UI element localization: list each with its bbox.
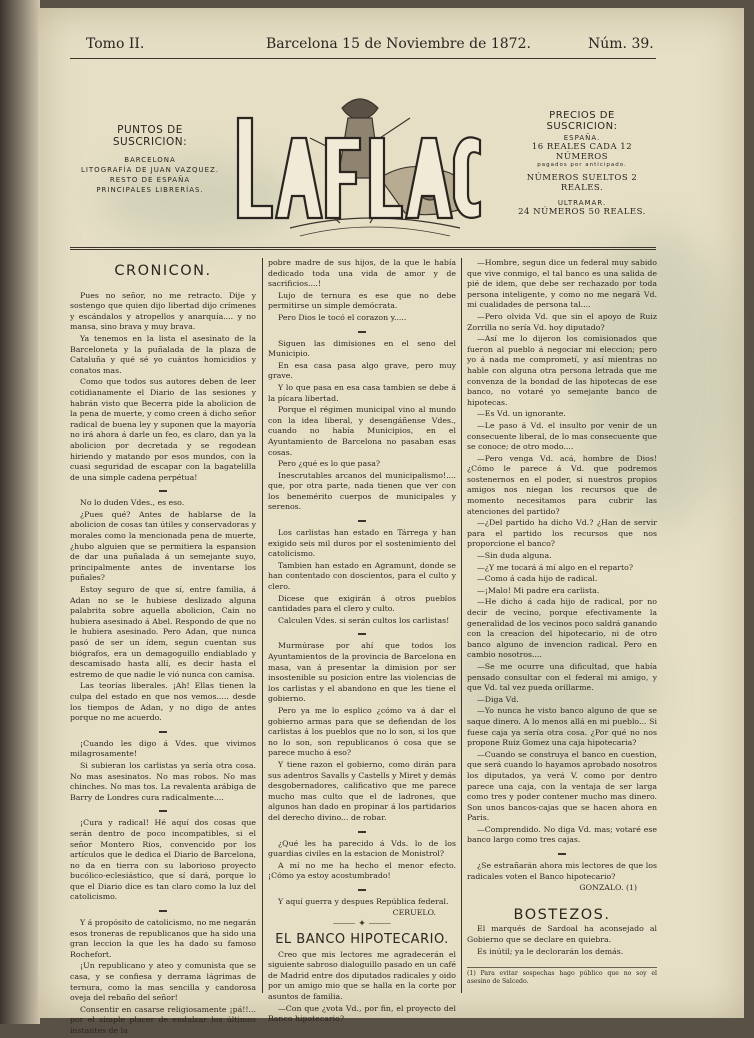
paragraph: —Es Vd. un ignorante. xyxy=(477,409,566,419)
paragraph: Las teorías liberales. ¡Ah! Ellas tienen la culpa del estado en que nos vemos..... desde los tiempos de Adan, y no digo de antes porque no me acuerdo. xyxy=(70,681,256,723)
column-cronicon xyxy=(70,258,256,1038)
book-binding xyxy=(0,0,40,1024)
paragraph: Y lo que pasa en esa casa tambien se debe á la pícara libertad. xyxy=(268,382,456,403)
paragraph: —Sin duda alguna. xyxy=(477,551,552,561)
author-signature: GONZALO. (1) xyxy=(579,883,637,893)
paragraph: Ya tenemos en la lista el asesinato de la Barceloneta y la puñalada de la plaza de Cataluña y qué sé yo cuántos homicidios y conatos mas. xyxy=(70,333,256,375)
paragraph: —Pero venga Vd. acá, hombre de Dios! ¿Cómo le parece á Vd. que podremos sostenernos en el poder, si nuestros propios amigos nos niegan los recursos que de momento necesitamos para cubrir las atenciones del partido? xyxy=(467,453,657,516)
prices-spain-rate: 16 REALES CADA 12 NÚMEROS xyxy=(531,142,633,162)
column-separator xyxy=(262,258,263,993)
la-flaca-masthead-logo xyxy=(230,78,500,240)
paragraph: Porque el régimen municipal vino al mundo con la idea liberal, y desengáñense Vdes., cuando no había Municipios, en el Ayuntamiento de Barcelona no pasaban esas cosas. xyxy=(268,405,456,457)
subscription-points-heading: PUNTOS DE SUSCRICION: xyxy=(112,124,188,148)
paragraph: Creo que mis lectores me agradecerán el siguiente sabroso dialoguillo pasado en un café de Madrid entre dos diputados radicales y oido por un amigo mio que se halla en la corte por asuntos de familia. xyxy=(268,949,456,1002)
paragraph: Y tiene razon el gobierno, como dirán para sus adentros Savalls y Castells y Miret y demás desgobernadores, calificativo que me parece mucho mas culto que el de ladrones, que algunos han dado en propinar á los partidarios del derecho divino... de robar. xyxy=(268,759,456,822)
paragraph: —¿Y me tocará á mí algo en el reparto? xyxy=(477,562,633,572)
ornament-divider: ⸻ ✦ ⸻ xyxy=(332,919,392,930)
banco-hipotecario-title: EL BANCO HIPOTECARIO. xyxy=(275,932,449,948)
paragraph: pobre madre de sus hijos, de la que le había dedicado toda una vida de amor y de sacrificios....! xyxy=(268,258,456,289)
paragraph: Pero ¿qué es lo que pasa? xyxy=(278,459,381,469)
paragraph: ¿Pues qué? Antes de hablarse de la abolicion de cosas tan útiles y conservadoras y morales como la mencionada pena de muerte, ¿hubo alguien que se permitiera la espansion de dar una puñalada á un semejante suyo, principalmente antes de inventarse los puñales? xyxy=(70,509,256,583)
paragraph: —Pero olvida Vd. que sin el apoyo de Ruiz Zorrilla no sería Vd. hoy diputado? xyxy=(467,311,657,332)
paragraph: Los carlistas han estado en Tárrega y han exigido seis mil duros por el sostenimiento del catolicismo. xyxy=(268,528,456,559)
paragraph: —Como á cada hijo de radical. xyxy=(477,574,598,584)
paragraph: Pero Dios le tocó el corazon y..... xyxy=(278,312,407,322)
column-right xyxy=(467,258,657,986)
paragraph: Y aquí guerra y despues República federal. xyxy=(278,896,449,906)
paragraph: Si subieran los carlistas ya sería otra cosa. No mas asesinatos. No mas robos. No mas chinches. No mas tos. La revalenta arábiga de Barry de Londres cura radicalmente.... xyxy=(70,760,256,802)
dateline: Barcelona 15 de Noviembre de 1872. xyxy=(266,36,531,52)
masthead-rule xyxy=(70,247,656,250)
paragraph: Dicese que exigirán á otros pueblos cantidades para el clero y culto. xyxy=(268,593,456,614)
paragraph: Lujo de ternura es ese que no debe permitirse un simple demócrata. xyxy=(268,290,456,311)
subscription-bookshops: PRINCIPALES LIBRERÍAS. xyxy=(96,186,204,194)
paragraph: Tambien han estado en Agramunt, donde se han contentado con doscientos, para el culto y clero. xyxy=(268,560,456,592)
prices-spain: ESPAÑA. xyxy=(563,134,601,142)
paragraph: Siguen las dimisiones en el seno del Municipio. xyxy=(268,338,456,359)
subscription-city: BARCELONA xyxy=(124,156,176,164)
prices-overseas-rate: 24 NÚMEROS 50 REALES. xyxy=(518,207,646,217)
paragraph: No lo duden Vdes., es eso. xyxy=(80,498,185,508)
paragraph: ¿Se estrañarán ahora mis lectores de que los radicales voten el Banco hipotecario? xyxy=(467,861,657,881)
paragraph: —Cuando se construya el banco en cuestion, que será cuando lo hayamos aprobado nosotros los diputados, ya verá V. como por dentro parece una caja, con la ventaja de ser larga como tres y poder contener mucho mas dinero. Son unos bancos-cajas que se hacen ahora en Paris. xyxy=(467,749,657,823)
prices-overseas: ULTRAMAR. xyxy=(557,199,607,207)
author-signature: CERUELO. xyxy=(392,908,436,918)
cronicon-title: CRONICON. xyxy=(114,263,212,279)
paragraph: Es inútil; ya le declorarán los demás. xyxy=(477,946,624,956)
paragraph: Calculen Vdes. si serán cultos los carlistas! xyxy=(278,615,450,625)
paragraph: En esa casa pasa algo grave, pero muy grave. xyxy=(268,360,456,381)
paragraph: —Comprendido. No diga Vd. mas; votaré ese banco largo como tres cajas. xyxy=(467,824,657,845)
paragraph: —¡Malo! Mi padre era carlista. xyxy=(477,585,600,595)
volume-label: Tomo II. xyxy=(86,36,145,52)
subscription-prices-heading: PRECIOS DE SUSCRICION: xyxy=(546,110,618,132)
paragraph: A mí no me ha hecho el menor efecto. ¡Cómo ya estoy acostumbrado! xyxy=(268,860,456,881)
paragraph: —He dicho á cada hijo de radical, por no decir de vecino, porque efectivamente la generalidad de los vecinos poco saldrá ganando con la creacion del hipotecario, ni de otro banco alguno de invencion radical. Pero en cambio nosotros.... xyxy=(467,597,657,660)
prices-advance-note: pagados por anticipado. xyxy=(537,162,627,168)
subscription-prices xyxy=(512,110,652,217)
paragraph: Pues no señor, no me retracto. Dije y sostengo que quien dijo libertad dijo crímenes y escándalos y atropellos y anarquía.... y no mansa, sino brava y muy brava. xyxy=(70,290,256,332)
paragraph: —Diga Vd. xyxy=(477,694,519,704)
paragraph: —¿Del partido ha dicho Vd.? ¿Han de servir para el partido los recursos que nos proporcione el banco? xyxy=(467,518,657,549)
paragraph: —Con que ¿vota Vd., por fin, el proyecto del Banco hipotecario? xyxy=(268,1003,456,1024)
subscription-printer: LITOGRAFÍA DE JUAN VAZQUEZ. xyxy=(80,166,220,174)
paragraph: ¡Cuando les digo á Vdes. que vivimos milagrosamente! xyxy=(70,738,256,759)
paragraph: —Hombre, segun dice un federal muy sabido que vive conmigo, el tal banco es una salida de pié de idem, que debe ser rechazado por toda persona inteligente, y como no me negará Vd. mi cualidades de persona tal.... xyxy=(467,258,657,310)
bostezos-title: BOSTEZOS. xyxy=(513,906,611,923)
paragraph: —Le paso á Vd. el insulto por venir de un consecuente liberal, de lo mas consecuente que se conoce; de otro modo.... xyxy=(467,420,657,452)
issue-number: Núm. 39. xyxy=(588,36,654,52)
paragraph: Pero ya me lo esplico ¿cómo va á dar el gobierno armas para que se defiendan de los carlistas á los pueblos que no lo son, si los que no lo son, son republicanos ó cosa que se parece mucho á eso? xyxy=(268,705,456,758)
header-rule xyxy=(70,58,656,59)
paragraph: —Se me ocurre una dificultad, que había pensado consultar con el federal mi amigo, y que Vd. tal vez pueda orillarme. xyxy=(467,661,657,693)
paragraph: Como que todos sus autores deben de leer cotidianamente el Diario de las sesiones y habrán visto que Becerra pide la abolicion de la pena de muerte, y como creen á dicho señor radical de buena ley y suponen que la mayoría no irá ahora á darle un feo, es claro, dan ya la abolicion por decretada y se regodean hiriendo y matando por esos mundos, con la cuasi seguridad de escapar con la bagatelilla de una simple cadena perpétua! xyxy=(70,377,256,482)
subscription-rest: RESTO DE ESPAÑA xyxy=(109,176,191,184)
paragraph: ¿Qué les ha parecido á Vds. lo de los guardias civiles en la estacion de Monistrol? xyxy=(268,838,456,859)
paragraph: —Yo nunca he visto banco alguno de que se saque dinero. A lo menos allá en mi pueblo... Si fuese caja ya sería otra cosa. ¿Por qué no nos propone Ruiz Gomez una caja hipotecaria? xyxy=(467,706,657,748)
paragraph: Inescrutables arcanos del municipalismo!.... que, por otra parte, nada tienen que ver con los benemérito cuerpos de municipales y serenos. xyxy=(268,470,456,512)
subscription-points xyxy=(80,124,220,194)
column-separator xyxy=(461,258,462,993)
paragraph: ¡Cura y radical! Hé aquí dos cosas que serán dentro de poco incompatibles, si el señor Montero Rios, convencido por los artículos que le dedica el Diario de Barcelona, no da en tierra con su laborioso proyecto bucólico-eclesiástico, que sí dará, porque lo que el Diario dice es tan claro como la luz del catolicismo. xyxy=(70,818,256,902)
paragraph: Murmúrase por ahí que todos los Ayuntamientos de la provincia de Barcelona en masa, van á presentar la dimision por ser insostenible su posicion entre las violencias de los carlistas y el abandono en que les tiene el gobierno. xyxy=(268,641,456,704)
footnote: (1) Para evitar sospechas hago público que no soy el asesino de Salcedo. xyxy=(467,967,657,986)
prices-single-issue: NÚMEROS SUELTOS 2 REALES. xyxy=(526,173,638,193)
paragraph: El marqués de Sardoal ha aconsejado al Gobierno que se declare en quiebra. xyxy=(467,924,657,945)
paragraph: Estoy seguro de que sí, entre familia, á Adan no se le hubiese deslizado alguna palabrita sobre aquella abolicion, Cain no hubiera asesinado á Abel. Respondo de que no le hubiera asesinado. Pero Adan, que nunca pasó de ser un ídem, segun cuentan sus biógrafos, era un demagoguillo endiablado y descamisado hasta allí, es decir hasta el estremo de que nadie le vió nunca con camisa. xyxy=(70,585,256,679)
paragraph: Y á propósito de catolicismo, no me negarán esos troneras de republicanos que ha sido una gran leccion la que les ha dado su famoso Rochefort. xyxy=(70,918,256,959)
column-middle xyxy=(268,258,456,1026)
paragraph: —Así me lo dijeron los comisionados que fueron al pueblo á negociar mi eleccion; pero yo á nada me comprometí, y así mientras no hable con alguna otra persona letrada que me convenza de la bondad de las hipotecas de ese banco, no votaré yo semejante banco de hipotecas. xyxy=(467,334,657,407)
paragraph: ¡Un republicano y ateo y comunista que se casa, y se confiesa y derrama lágrimas de ternura, como la mas sencilla y candorosa oveja del rebaño del señor! xyxy=(70,961,256,1003)
paragraph: Consentir en casarse religiosamente ¡pá!!... por el simple placer de endulzar los últimos instantes de la xyxy=(70,1004,256,1035)
